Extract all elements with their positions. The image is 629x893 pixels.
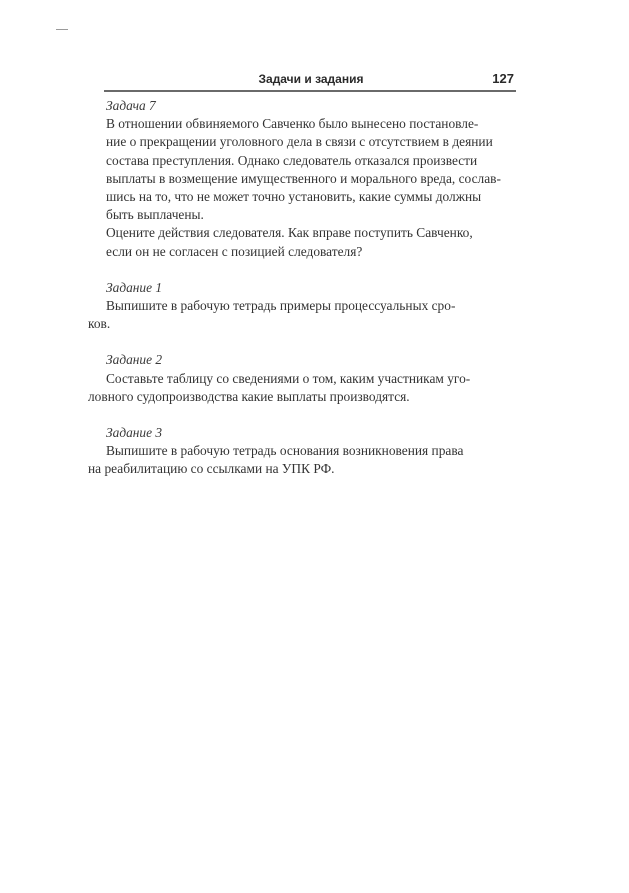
- text-line: ние о прекращении уголовного дела в связи с отсутствием в деянии: [106, 134, 493, 150]
- text-line: выплаты в возмещение имущественного и морального вреда, сослав-: [106, 170, 501, 186]
- text-line: ков.: [88, 316, 111, 332]
- assignment-2-section: [88, 351, 516, 406]
- assignment-3-heading: Задание 3: [106, 425, 163, 441]
- text-line: быть выплачены.: [106, 207, 204, 223]
- task-7-heading: Задача 7: [106, 98, 156, 113]
- page-number: 127: [492, 71, 514, 86]
- header-title: Задачи и задания: [258, 72, 364, 86]
- assignment-1-text: [88, 297, 516, 333]
- task-7-section: [88, 97, 516, 261]
- assignment-1-section: [88, 279, 516, 334]
- text-line: Выпишите в рабочую тетрадь примеры процессуальных сро-: [106, 298, 456, 314]
- text-line: состава преступления. Однако следователь отказался произвести: [106, 152, 478, 168]
- assignment-3-text: [88, 442, 516, 478]
- text-line: ловного судопроизводства какие выплаты производятся.: [88, 388, 410, 404]
- assignment-1-heading: Задание 1: [106, 279, 163, 295]
- page-content: [88, 97, 516, 479]
- running-header: [106, 72, 516, 90]
- text-line: Составьте таблицу со сведениями о том, каким участникам уго-: [106, 370, 471, 386]
- text-line: на реабилитацию со ссылками на УПК РФ.: [88, 461, 335, 477]
- header-rule: [104, 90, 516, 92]
- text-line: Оцените действия следователя. Как вправе поступить Савченко,: [106, 225, 473, 241]
- assignment-2-text: [88, 370, 516, 406]
- scan-corner-mark: [56, 29, 68, 30]
- text-line: Выпишите в рабочую тетрадь основания возникновения права: [106, 443, 464, 459]
- assignment-3-section: [88, 424, 516, 479]
- text-line: шись на то, что не может точно установить, какие суммы должны: [106, 189, 482, 205]
- text-line: В отношении обвиняемого Савченко было вынесено постановле-: [106, 116, 479, 132]
- text-line: если он не согласен с позицией следователя?: [106, 243, 363, 259]
- task-7-paragraph-1: [88, 115, 516, 224]
- assignment-2-heading: Задание 2: [106, 352, 163, 368]
- task-7-paragraph-2: [88, 224, 516, 260]
